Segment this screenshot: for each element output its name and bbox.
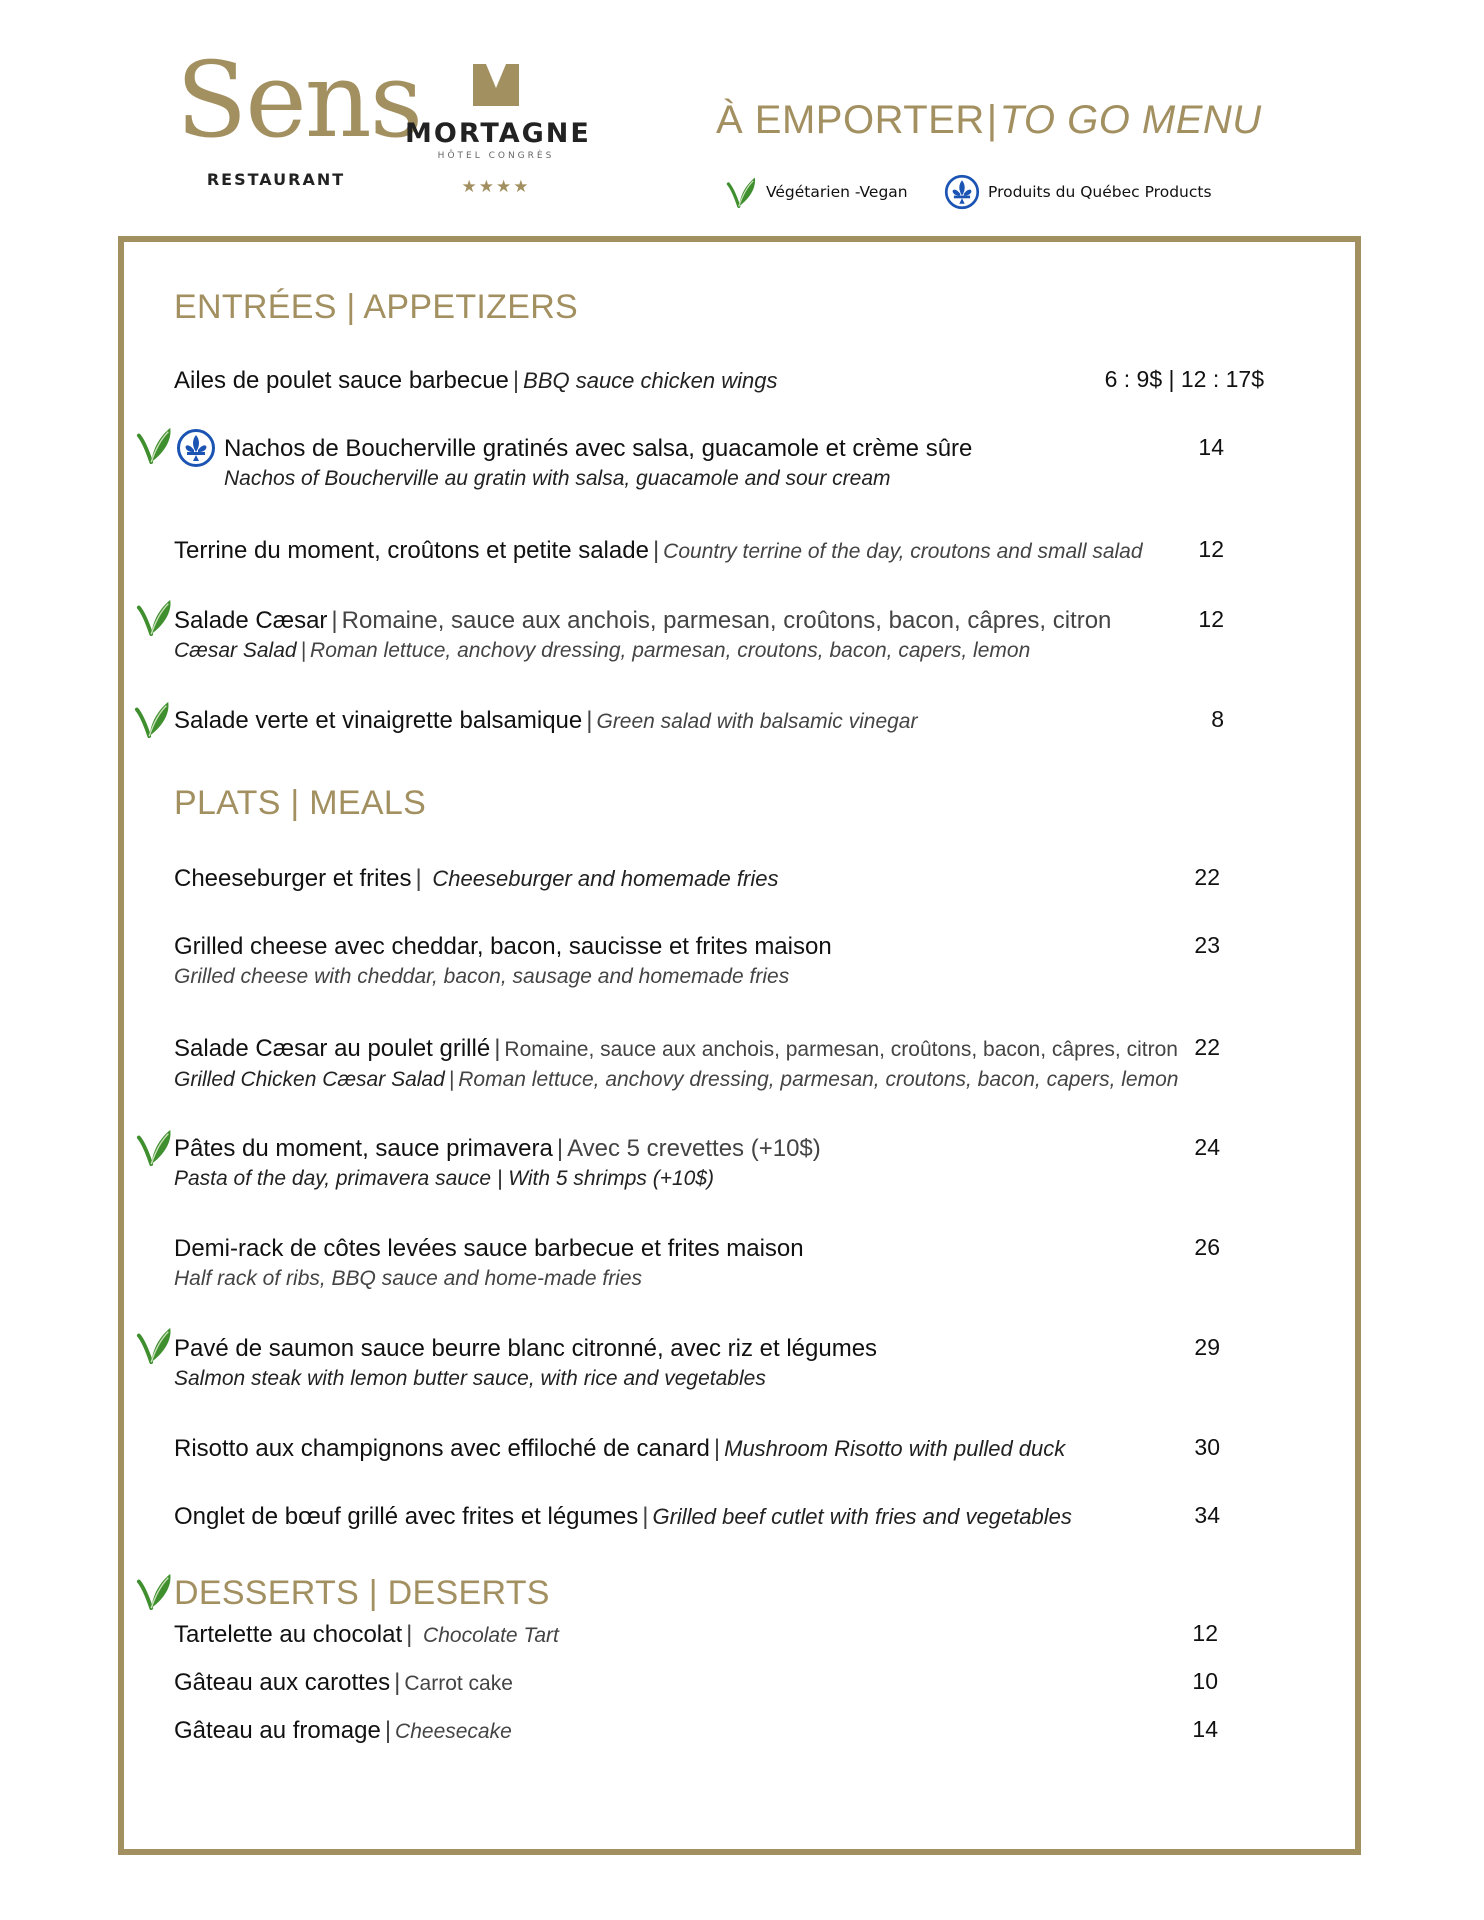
legend-quebec-products [944,174,1212,210]
item-name-en: Cæsar Salad [174,639,297,662]
item-name-en: Cheeseburger and homemade fries [432,866,779,891]
menu-item: Ailes de poulet sauce barbecue | BBQ sauce chicken wings 6 : 9$ | 12 : 17$ [174,366,1264,394]
mortagne-subtitle: HÔTEL CONGRÈS [437,151,555,161]
item-name-fr: Risotto aux champignons avec effiloché de canard [174,1435,710,1462]
leaf-icon [136,1324,174,1366]
leaf-icon [136,1126,174,1168]
item-price: 12 [1192,1620,1218,1646]
item-name-fr: Gâteau au fromage [174,1717,381,1744]
sens-logo-wordmark: Sens [176,39,422,161]
menu-item: Gâteau au fromage | Cheesecake 14 [174,1716,1218,1744]
item-name-fr: Pavé de saumon sauce beurre blanc citronné, avec riz et légumes [174,1335,878,1362]
menu-item: Gâteau aux carottes | Carrot cake 10 [174,1668,1218,1696]
menu-item: Onglet de bœuf grillé avec frites et légumes | Grilled beef cutlet with fries and vegetables 34 [174,1502,1220,1530]
item-name-fr: Tartelette au chocolat [174,1621,403,1648]
sens-restaurant-logo [176,39,422,189]
menu-item [174,434,1264,494]
item-name-fr: Demi-rack de côtes levées sauce barbecue et frites maison [174,1235,804,1262]
mortagne-hotel-logo [405,64,591,197]
menu-item: Risotto aux champignons avec effiloché de canard | Mushroom Risotto with pulled duck 30 [174,1434,1220,1462]
item-name-en: BBQ sauce chicken wings [523,368,778,393]
mortagne-m-icon [473,64,519,106]
item-detail-en: Roman lettuce, anchovy dressing, parmesan, croutons, bacon, capers, lemon [458,1068,1179,1091]
menu-item: Salade Cæsar | Romaine, sauce aux anchois, parmesan, croûtons, bacon, câpres, citron Cæsar Salad | Roman lettuce, anchovy dressing, parmesan, croutons, bacon, capers, lemon 12 [174,606,1224,662]
item-name-en: Salmon steak with lemon butter sauce, with rice and vegetables [174,1367,766,1390]
legend-vegetarian-label: Végétarien -Vegan [766,183,908,201]
section-title-desserts: DESSERTS | DESERTS [174,1574,550,1612]
sens-logo-subtitle: RESTAURANT [206,170,346,189]
item-price: 6 : 9$ | 12 : 17$ [1104,366,1264,392]
item-price: 8 [1211,706,1224,732]
page-title [716,98,1262,143]
item-price: 10 [1192,1668,1218,1694]
legend-vegetarian [726,174,908,210]
item-name-fr: Salade Cæsar au poulet grillé [174,1035,491,1062]
item-name-en: Nachos of Boucherville au gratin with salsa, guacamole and sour cream [224,467,891,490]
menu-item: Pâtes du moment, sauce primavera | Avec 5 crevettes (+10$) Pasta of the day, primavera sauce | With 5 shrimps (+10$) 24 [174,1134,1220,1190]
item-name-en: Country terrine of the day, croutons and small salad [663,540,1143,563]
item-price: 12 [1198,606,1224,632]
item-name-fr: Onglet de bœuf grillé avec frites et légumes [174,1503,639,1530]
leaf-icon [726,174,758,210]
item-price: 29 [1194,1334,1220,1360]
title-french: À EMPORTER [716,98,985,142]
item-name-fr: Salade verte et vinaigrette balsamique [174,707,583,734]
item-name-fr: Nachos de Boucherville gratinés avec salsa, guacamole et crème sûre [224,435,973,462]
item-price: 26 [1194,1234,1220,1260]
item-name-fr: Gâteau aux carottes [174,1669,391,1696]
item-price: 12 [1198,536,1224,562]
item-detail-fr: Romaine, sauce aux anchois, parmesan, croûtons, bacon, câpres, citron [504,1038,1178,1061]
item-price: 23 [1194,932,1220,958]
item-price: 22 [1194,864,1220,890]
item-name-fr: Cheeseburger et frites [174,865,412,892]
item-price: 14 [1192,1716,1218,1742]
leaf-icon [136,596,174,638]
title-separator: | [986,98,998,142]
item-price: 22 [1194,1034,1220,1060]
mortagne-wordmark: MORTAGNE [405,118,591,149]
item-name-en: Pasta of the day, primavera sauce | With 5 shrimps (+10$) [174,1167,715,1190]
menu-item: Salade verte et vinaigrette balsamique | Green salad with balsamic vinegar 8 [174,706,1224,734]
item-detail-en: Roman lettuce, anchovy dressing, parmesan, croutons, bacon, capers, lemon [310,639,1031,662]
item-name-en: Grilled Chicken Cæsar Salad [174,1068,445,1091]
leaf-icon [136,424,174,466]
fleur-de-lis-icon [944,174,980,210]
item-name-en: Grilled cheese with cheddar, bacon, sausage and homemade fries [174,965,790,988]
menu-item [174,1234,1264,1294]
menu-item: Salade Cæsar au poulet grillé | Romaine, sauce aux anchois, parmesan, croûtons, bacon, câpres, citron Grilled Chicken Cæsar Salad | Roman lettuce, anchovy dressing, parmesan, croutons, bacon, capers, lemon 22 [174,1034,1220,1091]
leaf-icon [136,1570,174,1612]
menu-item [174,1334,1264,1394]
menu-item: Cheeseburger et frites | Cheeseburger and homemade fries 22 [174,864,1220,892]
item-price: 34 [1194,1502,1220,1528]
item-detail-fr: Romaine, sauce aux anchois, parmesan, croûtons, bacon, câpres, citron [341,607,1112,634]
mortagne-stars: ★★★★ [461,177,531,196]
title-english: TO GO MENU [999,98,1262,142]
legend-quebec-label: Produits du Québec Products [988,183,1212,201]
item-detail-fr: Avec 5 crevettes (+10$) [567,1135,821,1162]
menu-item: Terrine du moment, croûtons et petite salade | Country terrine of the day, croutons and small salad 12 [174,536,1224,564]
leaf-icon [134,698,172,740]
item-name-en: Carrot cake [404,1672,513,1695]
item-name-en: Chocolate Tart [423,1624,559,1647]
item-name-fr: Pâtes du moment, sauce primavera [174,1135,553,1162]
item-name-en: Grilled beef cutlet with fries and vegetables [652,1504,1072,1529]
item-name-en: Green salad with balsamic vinegar [596,710,918,733]
item-name-fr: Salade Cæsar [174,607,328,634]
item-name-fr: Grilled cheese avec cheddar, bacon, saucisse et frites maison [174,933,832,960]
item-price: 24 [1194,1134,1220,1160]
section-title-meals: PLATS | MEALS [174,784,427,822]
item-name-fr: Ailes de poulet sauce barbecue [174,367,509,394]
item-name-en: Half rack of ribs, BBQ sauce and home-made fries [174,1267,643,1290]
section-title-appetizers: ENTRÉES | APPETIZERS [174,288,579,326]
item-name-fr: Terrine du moment, croûtons et petite salade [174,537,649,564]
item-price: 14 [1198,434,1224,460]
item-name-en: Mushroom Risotto with pulled duck [724,1436,1066,1461]
item-price: 30 [1194,1434,1220,1460]
menu-item: Tartelette au chocolat | Chocolate Tart 12 [174,1620,1218,1648]
menu-item [174,932,1264,992]
item-name-en: Cheesecake [395,1720,512,1743]
